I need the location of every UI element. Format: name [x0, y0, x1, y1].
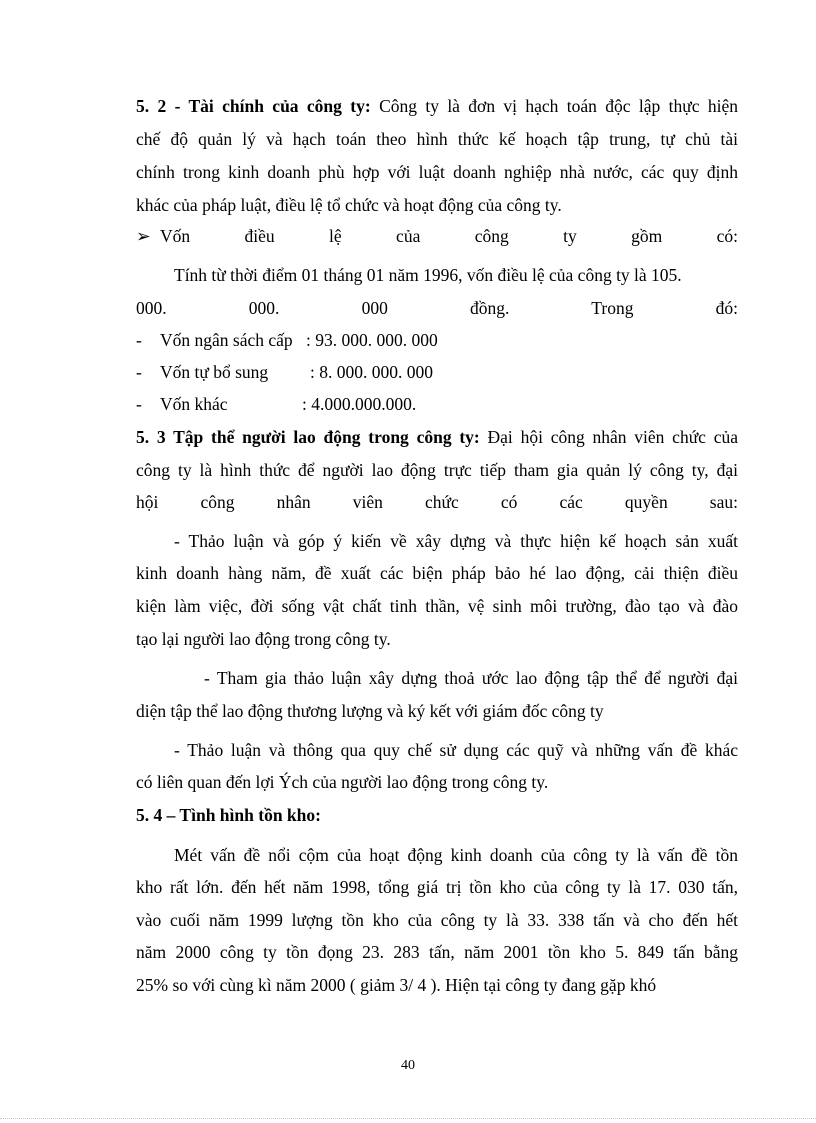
capital-item-value: : 8. 000. 000. 000	[310, 362, 433, 382]
paragraph-line: tạo lại người lao động trong công ty.	[136, 629, 391, 649]
section-5-2-heading: 5. 2 - Tài chính của công ty:	[136, 96, 371, 116]
paragraph-line: có liên quan đến lợi Ých của người lao động trong công ty.	[136, 772, 549, 792]
list-dash: -	[136, 330, 142, 350]
capital-heading-line	[136, 224, 738, 248]
section-5-3-line	[136, 425, 738, 449]
paragraph-text: Công ty là đơn vị hạch toán độc lập thực hiện	[379, 96, 739, 116]
footer-divider	[0, 1118, 816, 1119]
capital-item-label: Vốn khác	[160, 394, 228, 414]
capital-item-label: Vốn ngân sách cấp	[160, 330, 293, 350]
paragraph-text: Đại hội công nhân viên chức của	[487, 427, 738, 447]
paragraph-line: vào cuối năm 1999 lượng tồn kho của công ty là 33. 338 tấn và cho đến hết	[136, 910, 738, 930]
page-number: 40	[401, 1058, 415, 1073]
paragraph-line: chế độ quản lý và hạch toán theo hình thức kế hoạch tập trung, tự chủ tài	[136, 129, 738, 149]
paragraph-line: - Tham gia thảo luận xây dựng thoả ước lao động tập thể để người đại	[204, 668, 738, 688]
capital-intro: Tính từ thời điểm 01 tháng 01 năm 1996, vốn điều lệ của công ty là 105.	[174, 265, 682, 285]
capital-intro: 000. 000. 000 đồng. Trong đó:	[136, 298, 738, 318]
paragraph-line: công ty là hình thức để người lao động trực tiếp tham gia quản lý công ty, đại	[136, 460, 738, 480]
capital-item	[136, 360, 738, 384]
paragraph-line: năm 2000 công ty tồn đọng 23. 283 tấn, năm 2001 tồn kho 5. 849 tấn bằng	[136, 942, 738, 962]
paragraph-line: - Thảo luận và thông qua quy chế sử dụng các quỹ và những vấn đề khác	[174, 740, 738, 760]
paragraph-line: kiện làm việc, đời sống vật chất tinh thần, vệ sinh môi trường, đào tạo và đào	[136, 596, 738, 616]
capital-item	[136, 392, 738, 416]
paragraph-line: Mét vấn đề nổi cộm của hoạt động kinh doanh của công ty là vấn đề tồn	[174, 845, 738, 865]
paragraph-line: chính trong kinh doanh phù hợp với luật doanh nghiệp nhà nước, các quy định	[136, 162, 738, 182]
section-5-3-heading: 5. 3 Tập thể người lao động trong công ty:	[136, 427, 480, 447]
paragraph-line: - Thảo luận và góp ý kiến về xây dựng và thực hiện kế hoạch sản xuất	[174, 531, 738, 551]
capital-item-value: : 4.000.000.000.	[302, 394, 417, 414]
arrow-bullet-icon: ➢	[136, 226, 151, 246]
paragraph-line: kho rất lớn. đến hết năm 1998, tổng giá trị tồn kho của công ty là 17. 030 tấn,	[136, 877, 738, 897]
list-dash: -	[136, 394, 142, 414]
paragraph-line: kinh doanh hàng năm, đề xuất các biện pháp bảo hé lao động, cải thiện điều	[136, 563, 738, 583]
section-5-4-heading: 5. 4 – Tình hình tồn kho:	[136, 805, 321, 825]
paragraph-line: 25% so với cùng kì năm 2000 ( giảm 3/ 4 ). Hiện tại công ty đang gặp khó	[136, 975, 657, 995]
paragraph-line: khác của pháp luật, điều lệ tổ chức và hoạt động của công ty.	[136, 195, 562, 215]
section-5-2-line	[136, 94, 738, 118]
capital-item-label: Vốn tự bổ sung	[160, 362, 269, 382]
capital-title: Vốn điều lệ của công ty gồm có:	[160, 226, 738, 246]
list-dash: -	[136, 362, 142, 382]
paragraph-line: diện tập thể lao động thương lượng và ký kết với giám đốc công ty	[136, 701, 604, 721]
capital-item-value: : 93. 000. 000. 000	[306, 330, 438, 350]
capital-item	[136, 328, 738, 352]
paragraph-line: hội công nhân viên chức có các quyền sau:	[136, 492, 738, 512]
